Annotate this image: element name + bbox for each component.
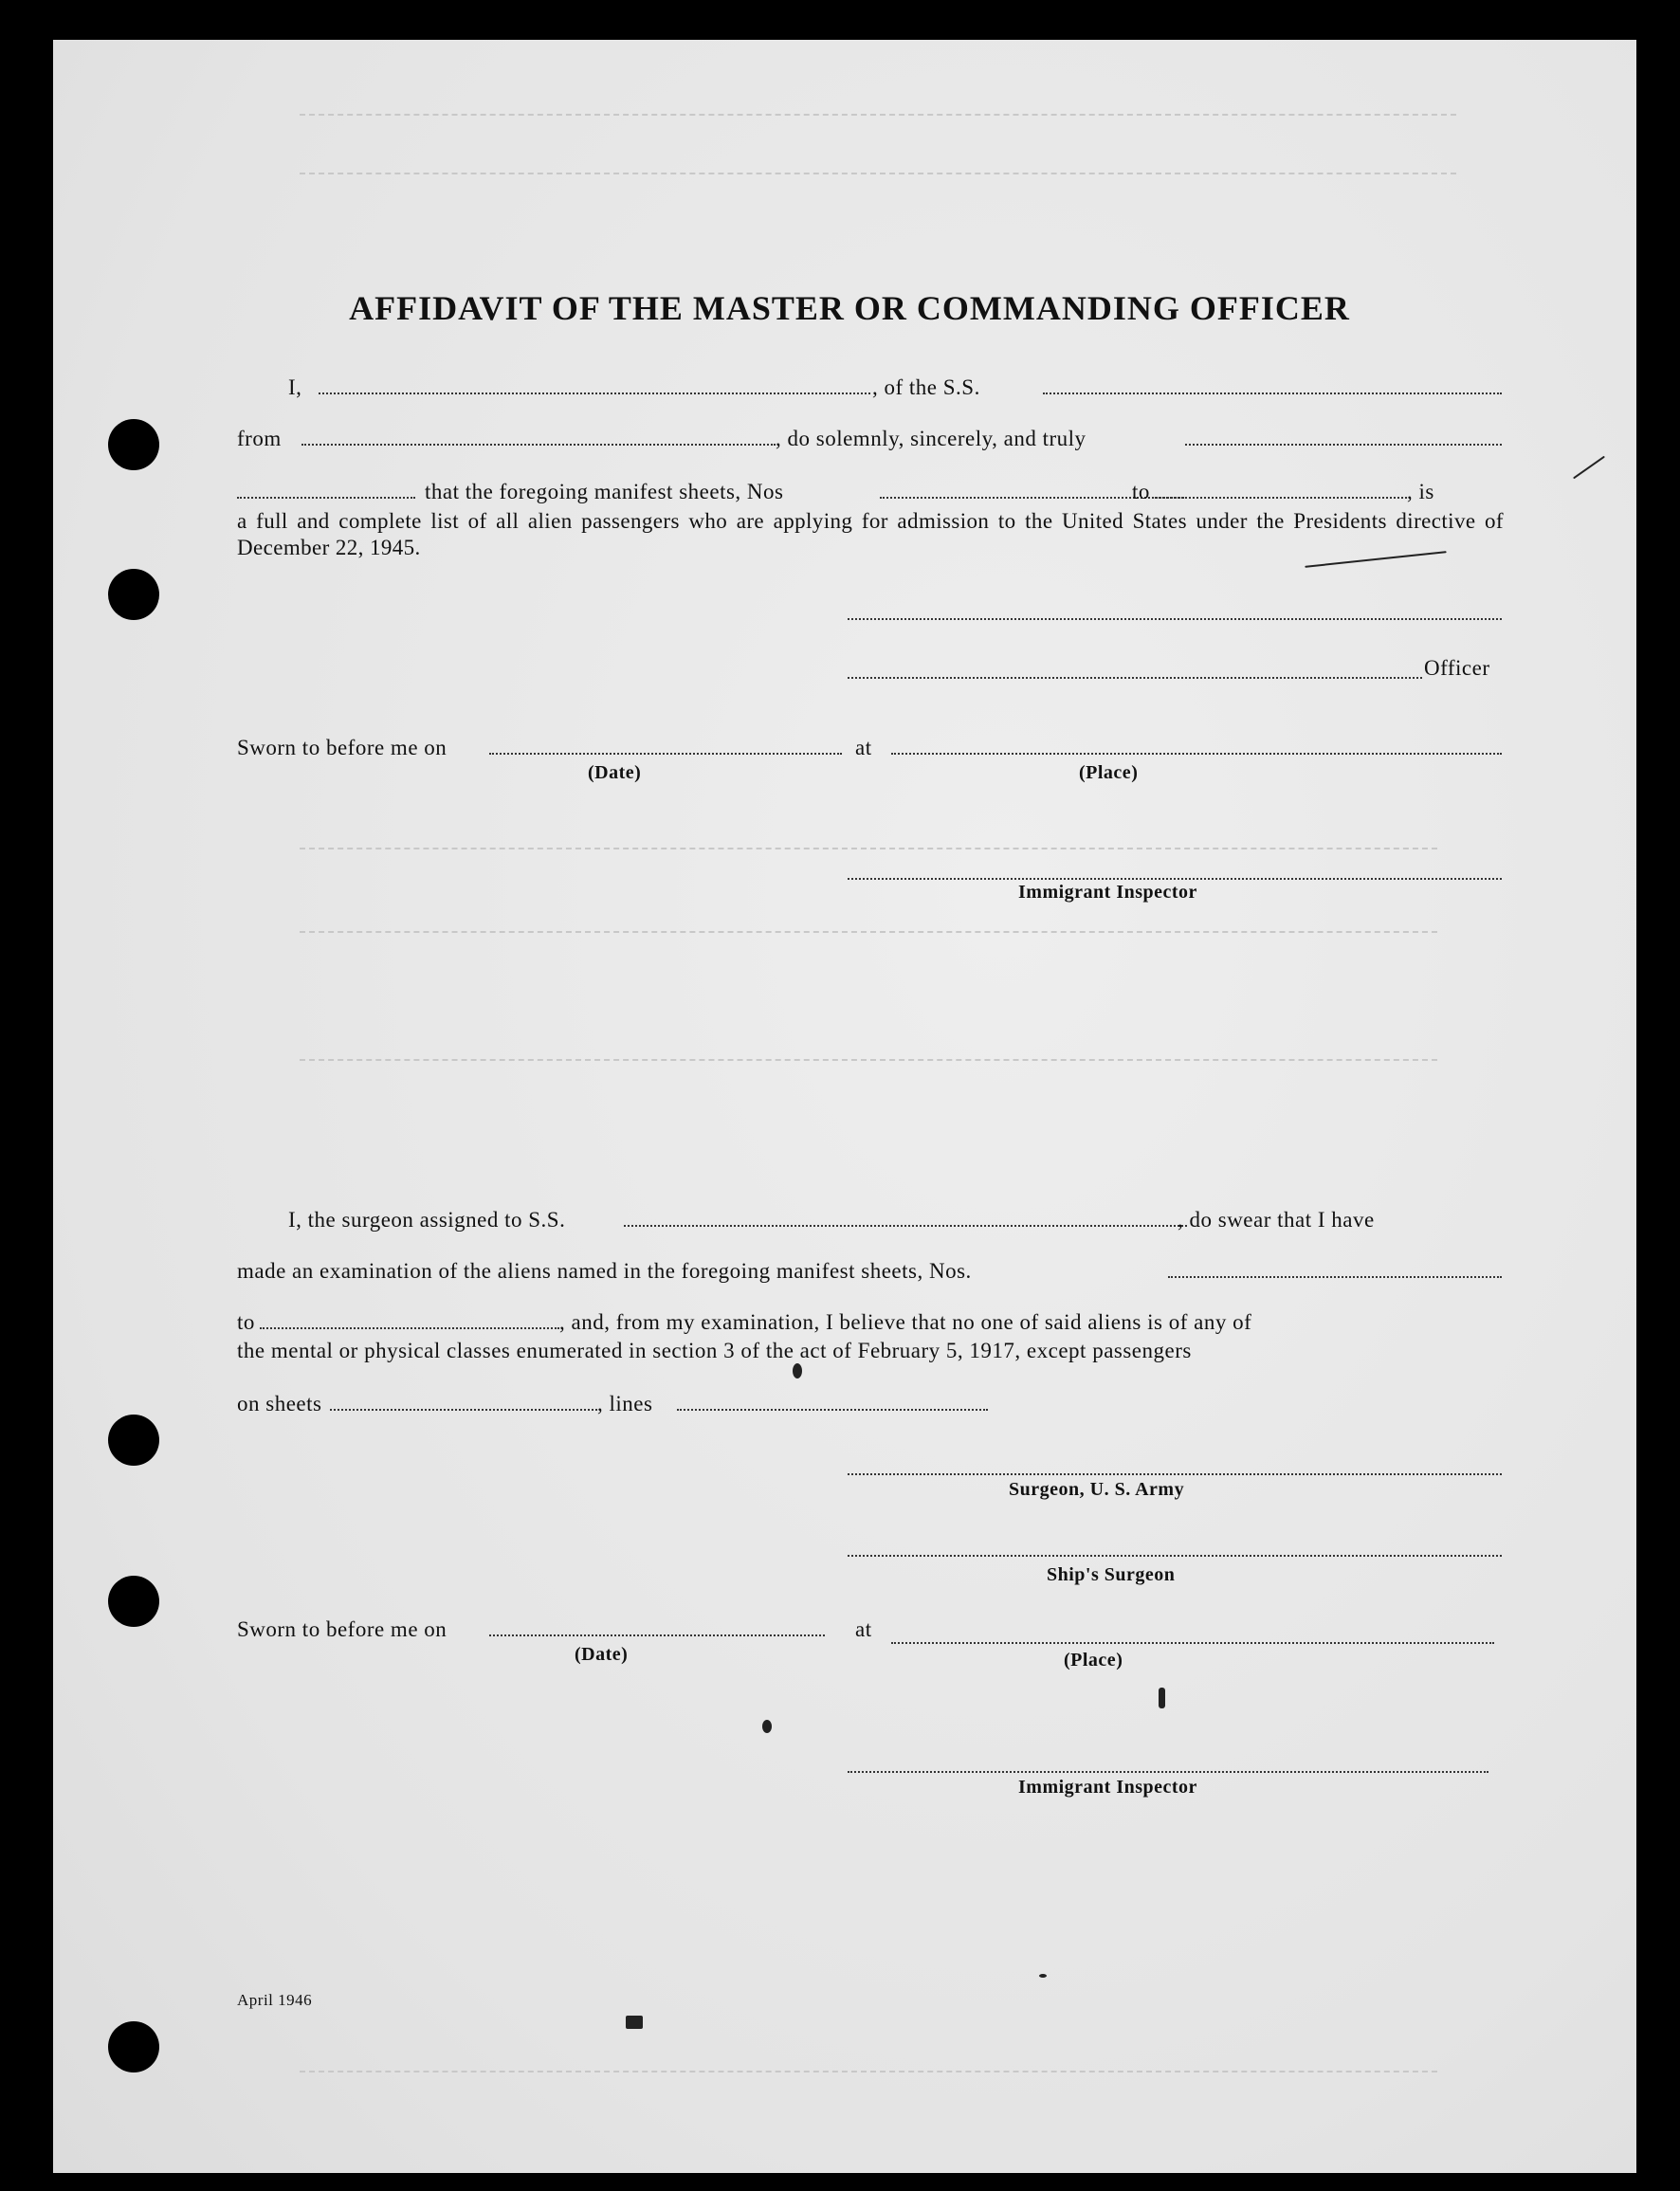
punch-hole	[108, 1415, 159, 1466]
master-from-field[interactable]	[301, 444, 776, 446]
bleed-through-line	[300, 1059, 1437, 1061]
bleed-through-line	[300, 114, 1456, 116]
surgeon-ship-field[interactable]	[624, 1225, 1187, 1227]
master-i-label: I,	[288, 375, 302, 399]
master-nos-to-field[interactable]	[1155, 497, 1407, 499]
ship-surgeon-caption: Ship's Surgeon	[1047, 1564, 1176, 1585]
ink-speck	[1159, 1688, 1165, 1708]
surgeon-line1-label: I, the surgeon assigned to S.S.	[288, 1208, 566, 1232]
punch-hole	[108, 1576, 159, 1627]
master-solemnly-label: , do solemnly, sincerely, and truly	[776, 427, 1087, 450]
surgeon-to-label: to	[237, 1310, 255, 1334]
surgeon-lines-label: , lines	[597, 1392, 653, 1415]
master-at-label: at	[855, 736, 872, 759]
surgeon-sworn-place-field[interactable]	[891, 1642, 1494, 1644]
surgeon-swear-label: , do swear that I have	[1178, 1208, 1375, 1232]
punch-hole	[108, 569, 159, 620]
punch-hole	[108, 419, 159, 470]
ship-surgeon-signature-field[interactable]	[848, 1555, 1502, 1557]
master-sworn-place-field[interactable]	[891, 753, 1502, 755]
surgeon-line2-label: made an examination of the aliens named in the foregoing manifest sheets, Nos.	[237, 1259, 972, 1283]
ink-speck	[1039, 1974, 1047, 1978]
punch-hole	[108, 2021, 159, 2072]
army-surgeon-signature-field[interactable]	[848, 1473, 1502, 1475]
surgeon-nos-from-field[interactable]	[1168, 1276, 1502, 1278]
master-sworn-label: Sworn to before me on	[237, 736, 447, 759]
master-statement-text: a full and complete list of all alien passengers who are applying for admission to the United States under the Presidents directive of December 22, 1945.	[237, 509, 1504, 559]
surgeon-sworn-date-field[interactable]	[489, 1634, 825, 1636]
master-oath-field[interactable]	[1185, 444, 1502, 446]
officer-caption: Officer	[1424, 656, 1490, 680]
ink-speck	[626, 2016, 643, 2029]
master-is-label: , is	[1407, 480, 1434, 503]
ink-speck	[793, 1363, 802, 1379]
master-inspector-signature-field[interactable]	[848, 878, 1502, 880]
bleed-through-line	[300, 848, 1437, 849]
master-of-ss-label: , of the S.S.	[872, 375, 980, 399]
surgeon-sheets-field[interactable]	[330, 1409, 597, 1411]
master-from-label: from	[237, 427, 282, 450]
master-sheets-label: that the foregoing manifest sheets, Nos	[425, 480, 784, 503]
bleed-through-line	[300, 2071, 1437, 2072]
surgeon-line4-label: the mental or physical classes enumerated in section 3 of the act of February 5, 1917, except passengers	[237, 1339, 1192, 1362]
surgeon-nos-to-field[interactable]	[260, 1327, 559, 1329]
bleed-through-line	[300, 931, 1437, 933]
officer-signature-line-1[interactable]	[848, 618, 1502, 620]
surgeon-sheets-label: on sheets	[237, 1392, 322, 1415]
master-ship-field[interactable]	[1043, 393, 1502, 394]
ink-speck	[762, 1720, 772, 1733]
surgeon-place-caption: (Place)	[1064, 1650, 1123, 1671]
surgeon-at-label: at	[855, 1617, 872, 1641]
bleed-through-line	[300, 173, 1456, 174]
master-place-caption: (Place)	[1079, 762, 1139, 783]
master-inspector-caption: Immigrant Inspector	[1018, 882, 1197, 903]
form-date-footer: April 1946	[237, 1991, 313, 2009]
surgeon-lines-field[interactable]	[677, 1409, 988, 1411]
ink-speck	[1573, 456, 1605, 480]
master-name-field[interactable]	[319, 393, 870, 394]
army-surgeon-caption: Surgeon, U. S. Army	[1009, 1479, 1185, 1500]
surgeon-inspector-signature-field[interactable]	[848, 1771, 1488, 1773]
officer-signature-line-2[interactable]	[848, 677, 1422, 679]
surgeon-inspector-caption: Immigrant Inspector	[1018, 1777, 1197, 1798]
master-to-label: to	[1132, 480, 1150, 503]
master-date-caption: (Date)	[588, 762, 642, 783]
surgeon-line3-label: , and, from my examination, I believe that no one of said aliens is of any of	[559, 1310, 1252, 1334]
master-declare-field[interactable]	[237, 497, 415, 499]
document-sheet	[53, 40, 1636, 2173]
surgeon-date-caption: (Date)	[575, 1644, 629, 1665]
master-sworn-date-field[interactable]	[489, 753, 842, 755]
document-title: AFFIDAVIT OF THE MASTER OR COMMANDING OFFICER	[349, 289, 1350, 327]
surgeon-sworn-label: Sworn to before me on	[237, 1617, 447, 1641]
